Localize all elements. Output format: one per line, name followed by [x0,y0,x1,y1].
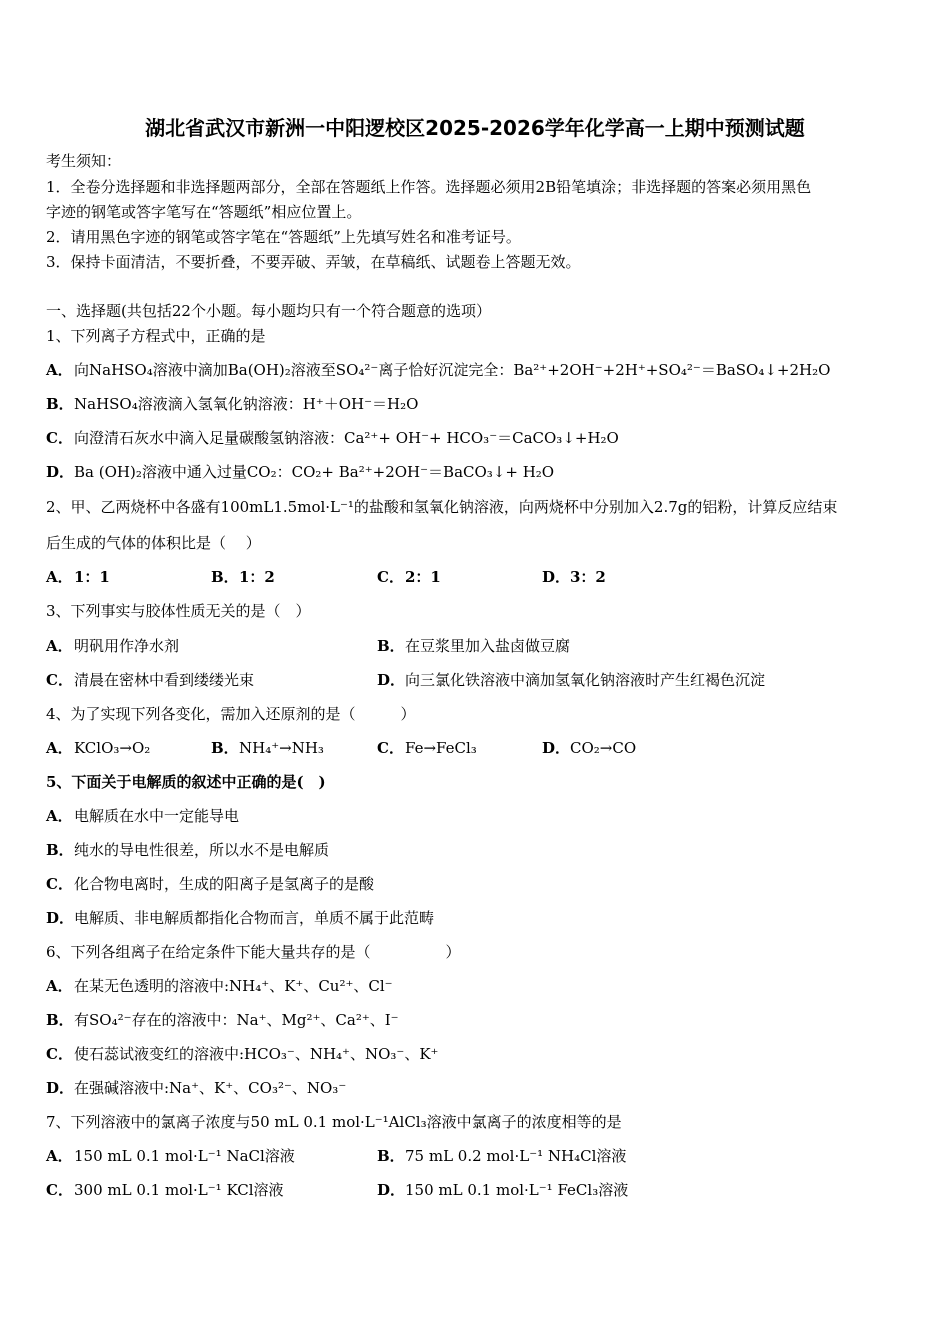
option-label: D． [46,463,75,481]
question-5-option-c[interactable] [46,875,374,893]
question-6-option-c[interactable] [46,1045,438,1063]
option-text: NH₄⁺→NH₃ [239,739,324,757]
page-title: 湖北省武汉市新洲一中阳逻校区2025-2026学年化学高一上期中预测试题 [145,116,805,140]
option-label: B． [377,637,405,655]
question-1-stem: 1、下列离子方程式中，正确的是 [46,327,266,345]
question-7-option-c[interactable] [46,1181,284,1199]
question-2-stem-line-1: 2、甲、乙两烧杯中各盛有100mL1.5mol·L⁻¹的盐酸和氢氧化钠溶液，向两烧杯中分别加入2.7g的铝粉，计算反应结束 [46,498,838,516]
question-1-option-c[interactable] [46,429,619,447]
option-label: D． [46,1079,75,1097]
option-label: A． [46,361,73,379]
option-text: 1：2 [239,568,275,586]
option-text: 在强碱溶液中:Na⁺、K⁺、CO₃²⁻、NO₃⁻ [74,1079,347,1097]
option-label: B． [46,841,74,859]
option-text: 300 mL 0.1 mol·L⁻¹ KCl溶液 [74,1181,284,1199]
question-7-option-b[interactable] [377,1147,626,1165]
option-label: D． [377,1181,406,1199]
question-3-option-a[interactable] [46,637,179,655]
option-label: D． [46,909,75,927]
option-text: 2：1 [405,568,441,586]
question-4-option-d[interactable] [542,739,636,757]
option-label: C． [377,568,404,586]
question-6-option-d[interactable] [46,1079,346,1097]
question-1-option-a[interactable] [46,361,830,379]
question-2-option-c[interactable] [377,568,441,586]
option-text: 纯水的导电性很差，所以水不是电解质 [74,841,330,859]
option-label: C． [46,671,73,689]
option-label: A． [46,637,73,655]
question-4-option-b[interactable] [211,739,324,757]
option-label: A． [46,739,73,757]
question-3-stem: 3、下列事实与胶体性质无关的是（ ） [46,602,311,620]
question-5-option-b[interactable] [46,841,329,859]
option-label: B． [46,395,74,413]
option-label: D． [377,671,406,689]
option-label: B． [377,1147,405,1165]
question-5-stem: 5、下面关于电解质的叙述中正确的是( ) [46,773,326,791]
option-text: 1：1 [74,568,110,586]
option-text: NaHSO₄溶液滴入氢氧化钠溶液：H⁺＋OH⁻＝H₂O [74,395,419,413]
option-text: 在某无色透明的溶液中:NH₄⁺、K⁺、Cu²⁺、Cl⁻ [74,977,393,995]
option-text: 150 mL 0.1 mol·L⁻¹ FeCl₃溶液 [405,1181,629,1199]
question-4-option-c[interactable] [377,739,477,757]
option-text: 电解质在水中一定能导电 [74,807,240,825]
notice-item-1a: 1．全卷分选择题和非选择题两部分，全部在答题纸上作答。选择题必须用2B铅笔填涂；非选择题的答案必须用黑色 [46,178,812,196]
notice-heading: 考生须知： [46,152,122,170]
option-label: D． [542,739,571,757]
notice-item-3: 3．保持卡面清洁，不要折叠，不要弄破、弄皱，在草稿纸、试题卷上答题无效。 [46,253,581,271]
option-text: 化合物电离时，生成的阳离子是氢离子的是酸 [74,875,375,893]
option-text: 3：2 [570,568,606,586]
question-2-option-d[interactable] [542,568,606,586]
question-7-stem: 7、下列溶液中的氯离子浓度与50 mL 0.1 mol·L⁻¹AlCl₃溶液中氯离子的浓度相等的是 [46,1113,622,1131]
option-text: CO₂→CO [570,739,637,757]
option-text: KClO₃→O₂ [74,739,151,757]
question-5-option-d[interactable] [46,909,434,927]
question-2-option-b[interactable] [211,568,275,586]
option-label: B． [211,568,239,586]
option-text: 电解质、非电解质都指化合物而言，单质不属于此范畴 [74,909,435,927]
option-label: C． [46,1045,73,1063]
question-7-option-d[interactable] [377,1181,628,1199]
question-4-option-a[interactable] [46,739,150,757]
question-7-option-a[interactable] [46,1147,295,1165]
question-1-option-d[interactable] [46,463,554,481]
option-text: 有SO₄²⁻存在的溶液中：Na⁺、Mg²⁺、Ca²⁺、I⁻ [74,1011,399,1029]
question-5-option-a[interactable] [46,807,239,825]
option-text: 明矾用作净水剂 [74,637,180,655]
option-text: 向澄清石灰水中滴入足量碳酸氢钠溶液：Ca²⁺+ OH⁻+ HCO₃⁻＝CaCO₃↓+H₂O [74,429,619,447]
option-label: D． [542,568,571,586]
question-4-stem: 4、为了实现下列各变化，需加入还原剂的是（ ） [46,705,416,723]
option-text: 清晨在密林中看到缕缕光束 [74,671,255,689]
option-label: C． [46,1181,73,1199]
notice-item-1b: 字迹的钢笔或答字笔写在“答题纸”相应位置上。 [46,203,362,221]
option-label: A． [46,977,73,995]
section-heading: 一、选择题(共包括22个小题。每小题均只有一个符合题意的选项） [46,302,491,320]
option-text: 使石蕊试液变红的溶液中:HCO₃⁻、NH₄⁺、NO₃⁻、K⁺ [74,1045,439,1063]
option-label: A． [46,807,73,825]
option-label: A． [46,1147,73,1165]
option-label: C． [46,875,73,893]
question-2-option-a[interactable] [46,568,110,586]
question-3-option-c[interactable] [46,671,254,689]
option-label: B． [211,739,239,757]
option-text: Fe→FeCl₃ [405,739,477,757]
question-6-option-b[interactable] [46,1011,399,1029]
option-label: B． [46,1011,74,1029]
option-text: 向三氯化铁溶液中滴加氢氧化钠溶液时产生红褐色沉淀 [405,671,766,689]
option-text: Ba (OH)₂溶液中通入过量CO₂：CO₂+ Ba²⁺+2OH⁻＝BaCO₃↓+ H₂O [74,463,555,481]
option-text: 向NaHSO₄溶液中滴加Ba(OH)₂溶液至SO₄²⁻离子恰好沉淀完全：Ba²⁺+2OH⁻+2H⁺+SO₄²⁻＝BaSO₄↓+2H₂O [74,361,831,379]
option-text: 在豆浆里加入盐卤做豆腐 [405,637,571,655]
question-3-option-d[interactable] [377,671,765,689]
question-6-option-a[interactable] [46,977,393,995]
question-1-option-b[interactable] [46,395,418,413]
question-2-stem-line-2: 后生成的气体的体积比是（ ） [46,534,261,552]
option-label: C． [377,739,404,757]
option-text: 150 mL 0.1 mol·L⁻¹ NaCl溶液 [74,1147,295,1165]
option-text: 75 mL 0.2 mol·L⁻¹ NH₄Cl溶液 [405,1147,627,1165]
option-label: A． [46,568,73,586]
question-6-stem: 6、下列各组离子在给定条件下能大量共存的是（ ） [46,943,461,961]
question-3-option-b[interactable] [377,637,570,655]
option-label: C． [46,429,73,447]
notice-item-2: 2．请用黑色字迹的钢笔或答字笔在“答题纸”上先填写姓名和准考证号。 [46,228,521,246]
